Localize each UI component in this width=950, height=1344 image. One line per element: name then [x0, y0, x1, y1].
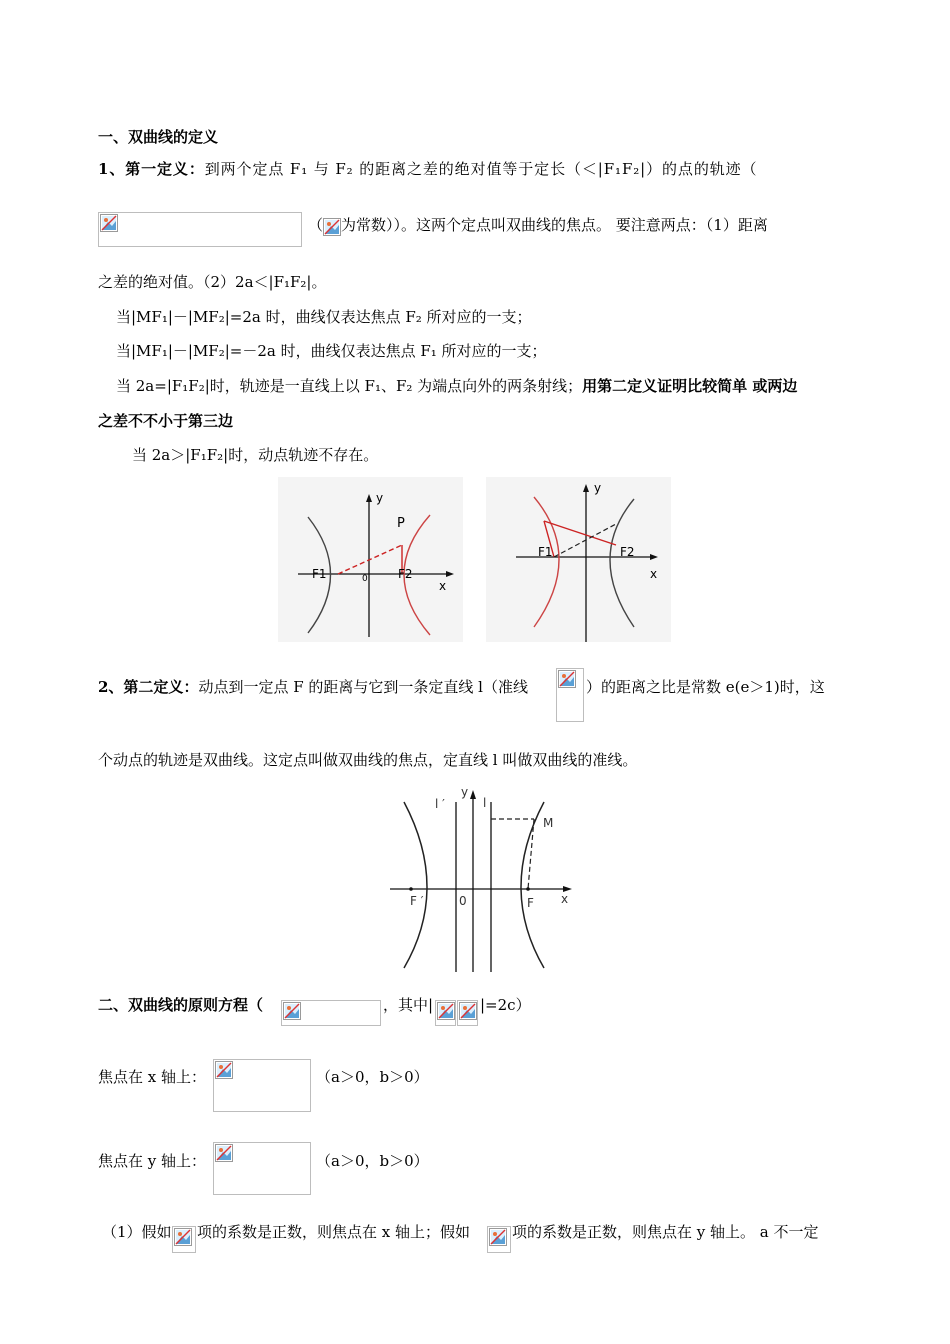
def2-line2: 个动点的轨迹是双曲线。这定点叫做双曲线的焦点，定直线 l 叫做双曲线的准线。 [98, 751, 638, 769]
y-axis-focus-label: 焦点在 y 轴上： [98, 1152, 207, 1170]
def1-line2 [308, 214, 768, 236]
formula-image-placeholder [457, 1000, 478, 1026]
f2-label: F2 [620, 545, 635, 559]
def1-const-text: 为常数））。这两个定点叫双曲线的焦点。 要注意两点：（1）距离 [341, 216, 768, 234]
case-1: 当|MF₁|－|MF₂|=2a 时，曲线仅表达焦点 F₂ 所对应的一支； [116, 308, 532, 326]
f1-label: F1 [312, 567, 327, 581]
broken-image-icon [100, 214, 118, 232]
x-label: x [561, 892, 569, 906]
f-label: F [527, 896, 534, 910]
section-2-end: |=2c） [480, 996, 531, 1014]
def1-head: 1、第一定义： [98, 160, 205, 178]
formula-image-placeholder [213, 1059, 311, 1112]
formula-image-placeholder [281, 1000, 381, 1026]
formula-image-placeholder [556, 668, 584, 722]
def1-line1 [98, 158, 757, 179]
formula-image-placeholder [487, 1226, 511, 1253]
def2-body-b: ）的距离之比是常数 e(e＞1)时，这 [586, 678, 825, 696]
case-3-cont: 之差不不小于第三边 [98, 412, 234, 430]
right-branch [521, 802, 544, 968]
origin-label: 0 [459, 894, 467, 908]
hyperbola-figure-1 [278, 477, 463, 642]
broken-image-icon [323, 218, 341, 236]
x-axis-condition: （a＞0，b＞0） [316, 1068, 429, 1086]
def2-head: 2、第二定义： [98, 678, 199, 696]
directrix-left-label: l ′ [435, 797, 445, 811]
point-m-label: M [543, 816, 554, 830]
broken-image-icon [459, 1002, 477, 1020]
broken-image-icon [437, 1002, 455, 1020]
def2-body-a: 动点到一定点 F 的距离与它到一条定直线 l（准线 [198, 678, 528, 696]
broken-image-icon [558, 670, 576, 688]
x-label: x [650, 567, 658, 581]
section-2-mid: ，其中| [383, 996, 434, 1014]
broken-image-icon [174, 1228, 192, 1246]
case-3-bold: 用第二定义证明比较简单 或两边 [582, 377, 798, 395]
def1-line3: 之差的绝对值。（2）2a＜|F₁F₂|。 [98, 273, 327, 291]
f-prime-label: F ′ [410, 894, 424, 908]
paren-open: （ [308, 216, 324, 234]
point-p-label: P [397, 516, 405, 531]
case-3-text: 当 2a=|F₁F₂|时，轨迹是一直线上以 F₁、F₂ 为端点向外的两条射线； [116, 377, 583, 395]
note-b: 项的系数是正数，则焦点在 x 轴上；假如 [197, 1223, 470, 1241]
y-label: y [461, 785, 469, 799]
origin-label: 0 [362, 574, 368, 584]
def2-line1 [98, 676, 528, 697]
section-title-2: 二、双曲线的原则方程（ [98, 996, 264, 1014]
f1-label: F1 [538, 545, 553, 559]
y-axis-condition: （a＞0，b＞0） [316, 1152, 429, 1170]
broken-image-icon [489, 1228, 507, 1246]
x-axis-focus-label: 焦点在 x 轴上： [98, 1068, 206, 1086]
section-title: 一、双曲线的定义 [98, 128, 219, 146]
case-3 [116, 375, 797, 396]
def1-body: 到两个定点 F₁ 与 F₂ 的距离之差的绝对值等于定长（＜|F₁F₂|）的点的轨迹（ [204, 160, 758, 178]
left-branch [404, 802, 427, 968]
y-label: y [376, 491, 384, 505]
case-2: 当|MF₁|－|MF₂|=－2a 时，曲线仅表达焦点 F₁ 所对应的一支； [116, 342, 547, 360]
case-4: 当 2a＞|F₁F₂|时，动点轨迹不存在。 [132, 446, 379, 464]
directrix-figure [388, 782, 588, 974]
broken-image-icon [215, 1144, 233, 1162]
f2-label: F2 [398, 567, 413, 581]
broken-image-icon [283, 1002, 301, 1020]
formula-image-placeholder [98, 212, 302, 247]
note-a: （1）假如 [102, 1223, 172, 1241]
formula-image-placeholder [213, 1142, 311, 1195]
broken-image-icon [215, 1061, 233, 1079]
hyperbola-figure-2 [486, 477, 671, 642]
note-c: 项的系数是正数，则焦点在 y 轴上。 a 不一定 [512, 1223, 819, 1241]
x-label: x [439, 579, 447, 593]
directrix-right-label: l [483, 796, 487, 810]
y-label: y [594, 481, 602, 495]
formula-image-placeholder [172, 1226, 196, 1253]
formula-image-placeholder [435, 1000, 456, 1026]
